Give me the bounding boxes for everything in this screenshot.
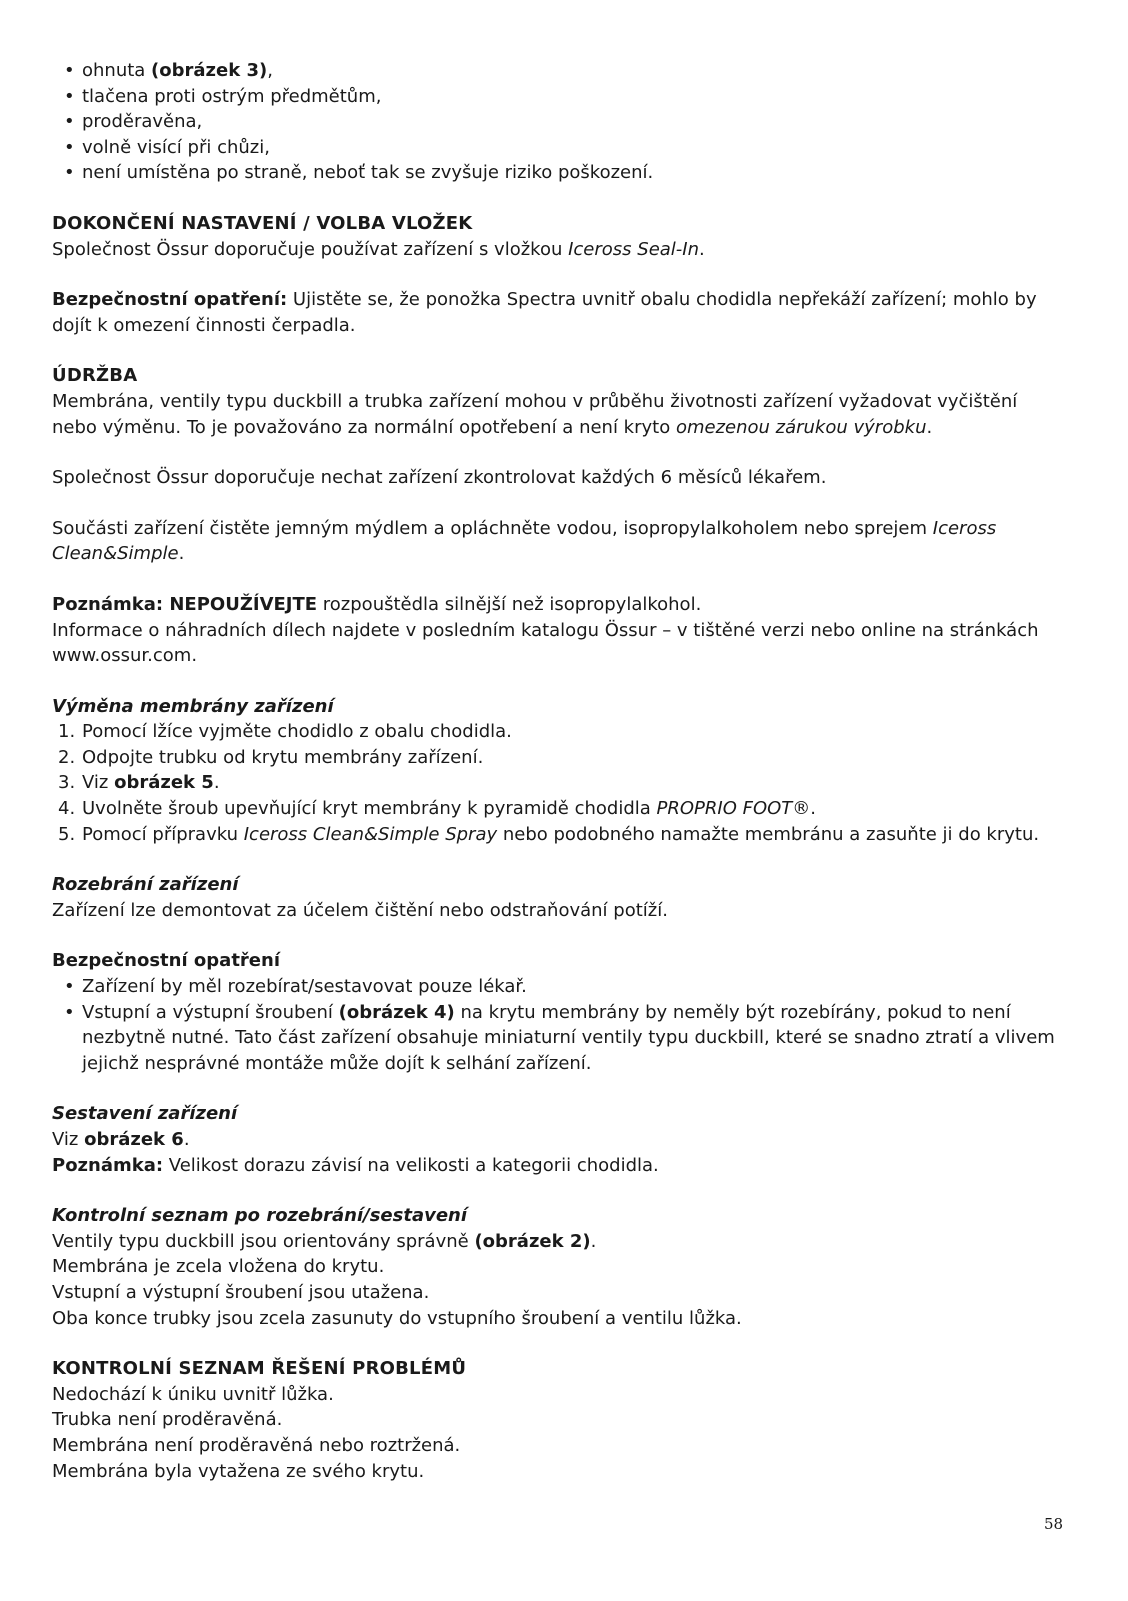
list-item: • tlačena proti ostrým předmětům, <box>52 84 1062 110</box>
subheading-assembly: Sestavení zařízení <box>52 1103 238 1125</box>
maintenance-paragraph-1: Membrána, ventily typu duckbill a trubka zařízení mohou v průběhu životnosti zařízení vyžadovat vyčištění nebo výměnu. To je považováno za normální opotřebení a není kryto omezenou zárukou výrobku. <box>52 390 1018 438</box>
list-item: 2. Odpojte trubku od krytu membrány zařízení. <box>58 746 484 768</box>
list-item: • volně visící při chůzi, <box>52 135 1062 161</box>
list-item: • není umístěna po straně, neboť tak se zvyšuje riziko poškození. <box>52 160 1062 186</box>
subheading-disassembly: Rozebrání zařízení <box>52 874 239 896</box>
completion-paragraph: Společnost Össur doporučuje používat zařízení s vložkou Iceross Seal-In. <box>52 238 705 260</box>
assembly-line: Viz obrázek 6. <box>52 1129 190 1150</box>
troubleshooting-line-4: Membrána byla vytažena ze svého krytu. <box>52 1460 425 1482</box>
section-heading-maintenance: ÚDRŽBA <box>52 365 138 387</box>
list-item: 4. Uvolněte šroub upevňující kryt membrány k pyramidě chodidla PROPRIO FOOT®. <box>58 798 817 820</box>
membrane-steps-list <box>52 719 1062 847</box>
list-item: 5. Pomocí přípravku Iceross Clean&Simple Spray nebo podobného namažte membránu a zasuňte ji do krytu. <box>58 823 1040 845</box>
list-item: 3. Viz obrázek 5. <box>58 772 220 794</box>
section-heading-troubleshooting: KONTROLNÍ SEZNAM ŘEŠENÍ PROBLÉMŮ <box>52 1358 467 1380</box>
completion-safety-paragraph: Bezpečnostní opatření: Ujistěte se, že ponožka Spectra uvnitř obalu chodidla nepřekáží zařízení; mohlo by dojít k omezení činnosti čerpadla. <box>52 289 1037 336</box>
list-item: • Vstupní a výstupní šroubení (obrázek 4) na krytu membrány by neměly být rozebírány, pokud to není nezbytně nutné. Tato část zařízení obsahuje miniaturní ventily typu duckbill, které se snadno ztratí a vlivem jejichž nesprávné montáže může dojít k selhání zařízení. <box>52 1000 1062 1077</box>
troubleshooting-line-2: Trubka není proděravěná. <box>52 1409 283 1431</box>
subheading-checklist: Kontrolní seznam po rozebrání/sestavení <box>52 1205 468 1227</box>
checklist-line-2: Membrána je zcela vložena do krytu. <box>52 1256 385 1278</box>
maintenance-paragraph-3: Součásti zařízení čistěte jemným mýdlem a opláchněte vodou, isopropylalkoholem nebo sprejem Iceross Clean&Simple. <box>52 517 997 565</box>
section-heading-completion: DOKONČENÍ NASTAVENÍ / VOLBA VLOŽEK <box>52 212 473 234</box>
list-item: • Zařízení by měl rozebírat/sestavovat pouze lékař. <box>52 974 1062 1000</box>
maintenance-info: Informace o náhradních dílech najdete v posledním katalogu Össur – v tištěné verzi nebo online na stránkách www.ossur.com. <box>52 619 1039 667</box>
list-item: • proděravěna, <box>52 109 1062 135</box>
safety-bullet-list <box>52 974 1062 1076</box>
list-item: 1. Pomocí lžíce vyjměte chodidlo z obalu chodidla. <box>58 721 512 743</box>
subheading-membrane-replacement: Výměna membrány zařízení <box>52 695 334 717</box>
checklist-line-3: Vstupní a výstupní šroubení jsou utažena. <box>52 1281 430 1303</box>
maintenance-note: Poznámka: NEPOUŽÍVEJTE rozpouštědla silnější než isopropylalkohol. <box>52 593 702 615</box>
document-page <box>52 58 1062 1484</box>
checklist-line-1: Ventily typu duckbill jsou orientovány správně (obrázek 2). <box>52 1230 597 1252</box>
troubleshooting-line-3: Membrána není proděravěná nebo roztržená. <box>52 1434 461 1456</box>
list-item: • ohnuta (obrázek 3), <box>52 58 1062 84</box>
page-number: 58 <box>1044 1515 1064 1533</box>
troubleshooting-line-1: Nedochází k úniku uvnitř lůžka. <box>52 1383 334 1405</box>
intro-bullet-list <box>52 58 1062 186</box>
assembly-note: Poznámka: Velikost dorazu závisí na velikosti a kategorii chodidla. <box>52 1154 659 1176</box>
subheading-safety: Bezpečnostní opatření <box>52 950 280 972</box>
disassembly-paragraph: Zařízení lze demontovat za účelem čištění nebo odstraňování potíží. <box>52 899 668 921</box>
checklist-line-4: Oba konce trubky jsou zcela zasunuty do vstupního šroubení a ventilu lůžka. <box>52 1307 742 1329</box>
maintenance-paragraph-2: Společnost Össur doporučuje nechat zařízení zkontrolovat každých 6 měsíců lékařem. <box>52 467 827 489</box>
